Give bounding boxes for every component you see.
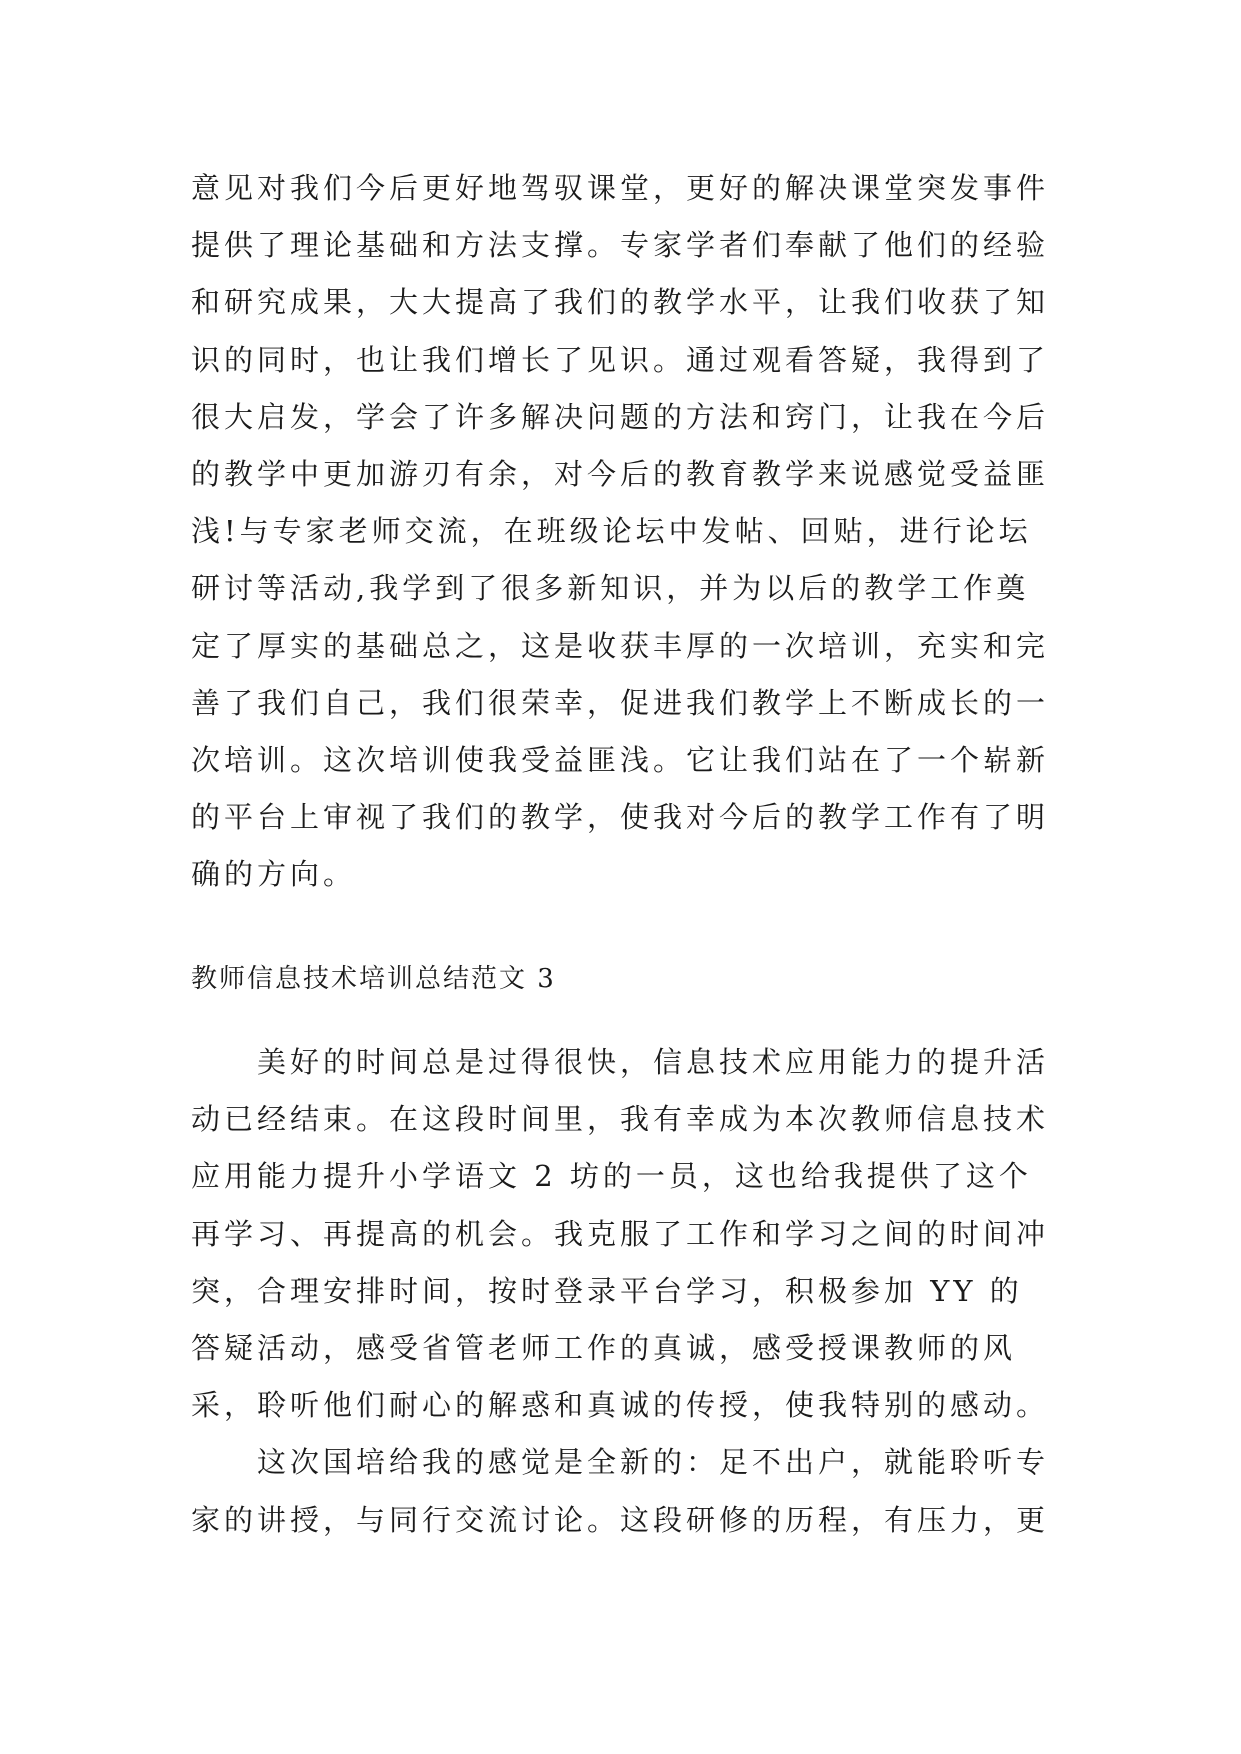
- body-paragraph-1: 美好的时间总是过得很快，信息技术应用能力的提升活动已经结束。在这段时间里，我有幸成为本次教师信息技术应用能力提升小学语文 2 坊的一员，这也给我提供了这个再学习、再提高的机会。我克服了工作和学习之间的时间冲突，合理安排时间，按时登录平台学习，积极参加 YY 的答疑活动，感受省管老师工作的真诚，感受授课教师的风采，聆听他们耐心的解惑和真诚的传授，使我特别的感动。: [191, 1045, 1050, 1423]
- body-paragraph-2: 这次国培给我的感觉是全新的：足不出户，就能聆听专家的讲授，与同行交流讨论。这段研修的历程，有压力，更: [191, 1445, 1050, 1537]
- continued-text-block: [191, 160, 1051, 904]
- section-heading: 教师信息技术培训总结范文 3: [191, 964, 556, 994]
- continued-paragraph: 意见对我们今后更好地驾驭课堂，更好的解决课堂突发事件提供了理论基础和方法支撑。专家学者们奉献了他们的经验和研究成果，大大提高了我们的教学水平，让我们收获了知识的同时，也让我们增长了见识。通过观看答疑，我得到了很大启发，学会了许多解决问题的方法和窍门，让我在今后的教学中更加游刃有余，对今后的教育教学来说感觉受益匪浅!与专家老师交流，在班级论坛中发帖、回贴，进行论坛研讨等活动,我学到了很多新知识，并为以后的教学工作奠定了厚实的基础总之，这是收获丰厚的一次培训，充实和完善了我们自己，我们很荣幸，促进我们教学上不断成长的一次培训。这次培训使我受益匪浅。它让我们站在了一个崭新的平台上审视了我们的教学，使我对今后的教学工作有了明确的方向。: [191, 171, 1050, 892]
- section-body: [191, 1034, 1051, 1549]
